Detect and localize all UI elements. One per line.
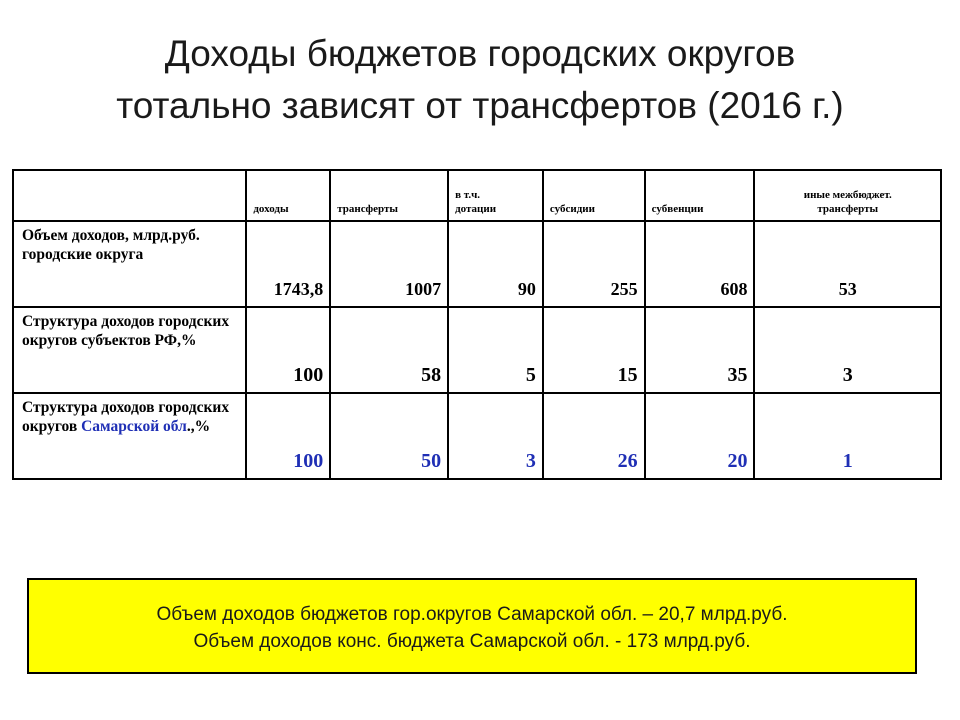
summary-note-box	[27, 578, 917, 674]
cell-dotacii: 3	[448, 393, 543, 479]
header-subsidii: субсидии	[543, 170, 645, 221]
cell-subsidii: 15	[543, 307, 645, 393]
table-row	[13, 221, 941, 307]
cell-inye: 53	[754, 221, 941, 307]
header-transferty: трансферты	[330, 170, 448, 221]
table-row	[13, 393, 941, 479]
row-label	[13, 393, 246, 479]
budget-table	[12, 169, 942, 480]
header-dotacii-line-1: в т.ч.	[455, 189, 481, 201]
header-dohody: доходы	[246, 170, 330, 221]
row-label: Объем доходов, млрд.руб. городские округа	[13, 221, 246, 307]
row-label-prefix: Структура доходов городских округов	[22, 399, 230, 435]
header-empty-cell	[13, 170, 246, 221]
cell-dohody: 1743,8	[246, 221, 330, 307]
table-row	[13, 307, 941, 393]
cell-transferty: 1007	[330, 221, 448, 307]
note-line-2: Объем доходов конс. бюджета Самарской обл. - 173 млрд.руб.	[193, 631, 751, 652]
cell-dohody: 100	[246, 307, 330, 393]
title-line-2: тотально зависят от трансфертов (2016 г.)	[116, 85, 844, 126]
note-line-1: Объем доходов бюджетов гор.округов Самарской обл. – 20,7 млрд.руб.	[156, 604, 788, 625]
header-inye	[754, 170, 941, 221]
cell-dotacii: 5	[448, 307, 543, 393]
cell-subsidii: 255	[543, 221, 645, 307]
cell-inye: 1	[754, 393, 941, 479]
header-inye-line-2: трансферты	[817, 203, 879, 215]
row-label-suffix: .,%	[186, 418, 211, 435]
cell-subsidii: 26	[543, 393, 645, 479]
header-dotacii	[448, 170, 543, 221]
cell-dotacii: 90	[448, 221, 543, 307]
header-dotacii-line-2: дотации	[455, 203, 497, 215]
cell-inye: 3	[754, 307, 941, 393]
cell-transferty: 58	[330, 307, 448, 393]
cell-subvencii: 20	[645, 393, 755, 479]
cell-subvencii: 35	[645, 307, 755, 393]
cell-subvencii: 608	[645, 221, 755, 307]
row-label: Структура доходов городских округов субъектов РФ,%	[13, 307, 246, 393]
title-line-1: Доходы бюджетов городских округов	[164, 33, 796, 74]
header-subvencii: субвенции	[645, 170, 755, 221]
page-title	[0, 28, 960, 132]
table-header-row	[13, 170, 941, 221]
cell-dohody: 100	[246, 393, 330, 479]
row-label-region: Самарской обл	[81, 418, 187, 435]
cell-transferty: 50	[330, 393, 448, 479]
header-inye-line-1: иные межбюджет.	[803, 189, 892, 201]
